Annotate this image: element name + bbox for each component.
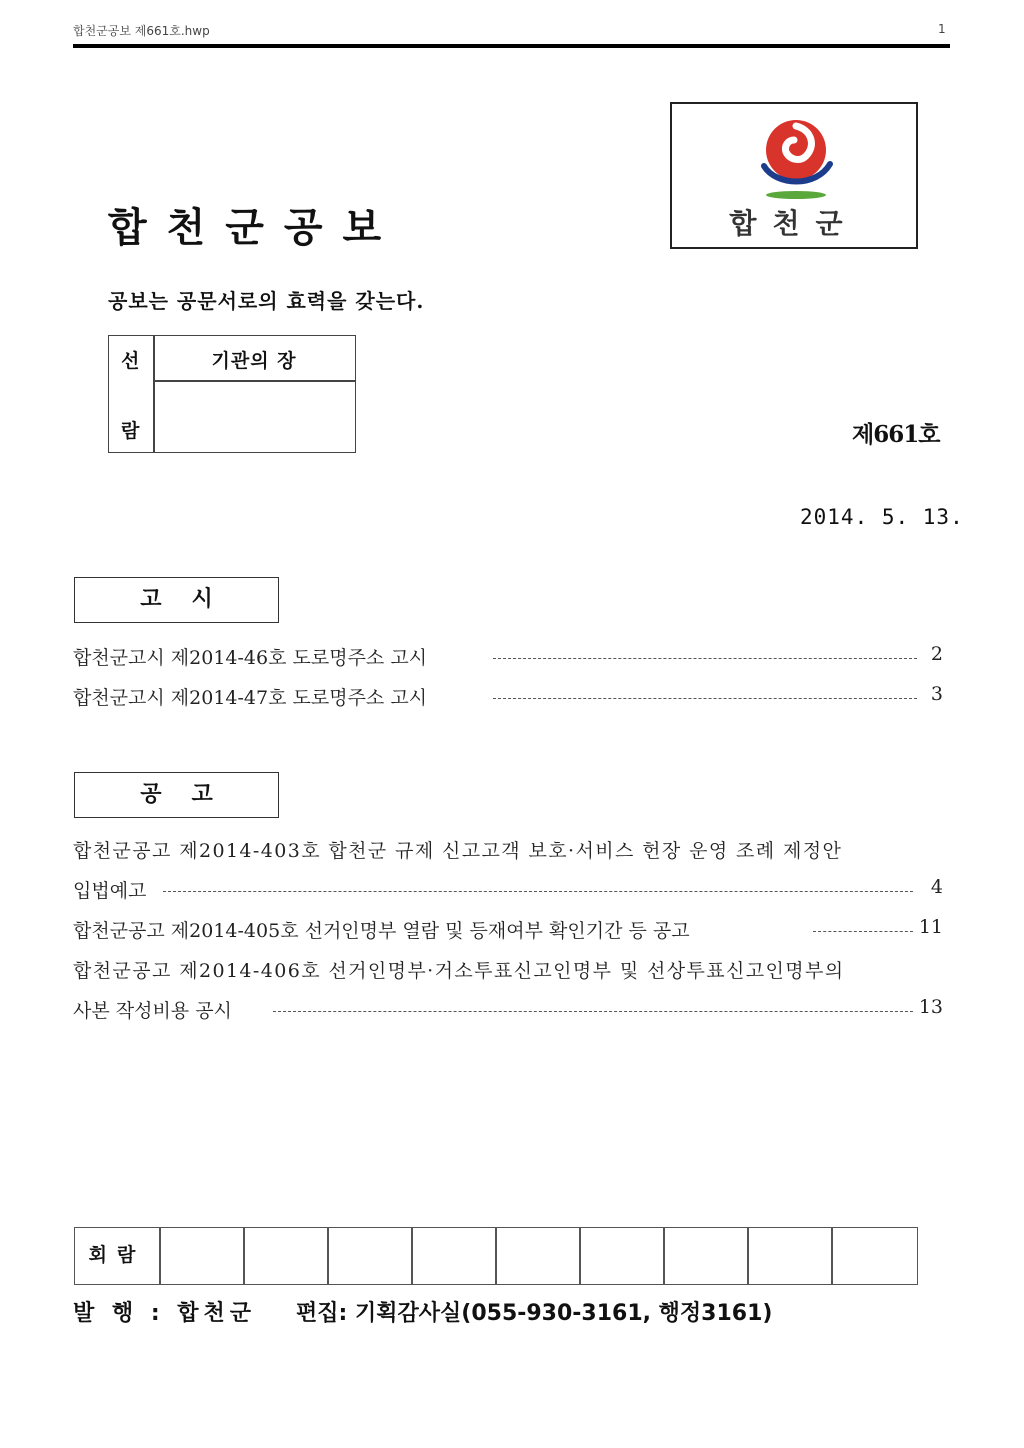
circulation-label: 회람 bbox=[88, 1244, 146, 1266]
toc-item-page: 11 bbox=[913, 916, 943, 938]
toc-item[interactable] bbox=[73, 876, 943, 906]
toc-item-page: 4 bbox=[925, 876, 943, 898]
approval-label-bottom: 람 bbox=[121, 420, 140, 442]
publication-footer bbox=[73, 1296, 772, 1327]
header-page-number: 1 bbox=[938, 22, 946, 36]
toc-leader bbox=[493, 698, 917, 699]
circulation-divider bbox=[159, 1228, 161, 1284]
toc-item[interactable] bbox=[73, 996, 943, 1026]
toc-item-page: 3 bbox=[925, 683, 943, 705]
toc-item-title: 합천군고시 제2014-46호 도로명주소 고시 bbox=[73, 643, 431, 670]
circulation-divider bbox=[831, 1228, 833, 1284]
toc-item-page: 13 bbox=[913, 996, 943, 1018]
issue-number: 제661호 bbox=[852, 421, 940, 448]
toc-item-line1[interactable]: 합천군공고 제2014-406호 선거인명부·거소투표신고인명부 및 선상투표신고인명부의 bbox=[73, 960, 845, 982]
toc-item-line1[interactable]: 합천군공고 제2014-403호 합천군 규제 신고고객 보호·서비스 헌장 운영 조례 제정안 bbox=[73, 840, 843, 862]
approval-box bbox=[108, 335, 356, 453]
approval-label-top: 선 bbox=[121, 350, 140, 372]
approval-head-cell: 기관의 장 bbox=[211, 350, 297, 372]
emblem-green-base bbox=[766, 191, 826, 199]
county-emblem-icon bbox=[756, 116, 836, 202]
section-heading-announcement: 공고 bbox=[74, 772, 279, 818]
header-rule bbox=[73, 44, 950, 48]
toc-item-title: 합천군고시 제2014-47호 도로명주소 고시 bbox=[73, 683, 431, 710]
toc-item[interactable] bbox=[73, 643, 943, 673]
circulation-divider bbox=[663, 1228, 665, 1284]
issue-date: 2014. 5. 13. bbox=[800, 505, 964, 529]
header-filename: 합천군공보 제661호.hwp bbox=[73, 24, 210, 38]
toc-leader bbox=[813, 931, 913, 932]
circulation-divider bbox=[243, 1228, 245, 1284]
approval-divider-horizontal bbox=[153, 380, 355, 382]
toc-item-title: 사본 작성비용 공시 bbox=[73, 996, 236, 1023]
circulation-divider bbox=[747, 1228, 749, 1284]
editor: 편집: 기획감사실(055-930-3161, 행정3161) bbox=[296, 1301, 773, 1326]
section-heading-notice: 고시 bbox=[74, 577, 279, 623]
circulation-box bbox=[74, 1227, 918, 1285]
circulation-divider bbox=[495, 1228, 497, 1284]
circulation-divider bbox=[411, 1228, 413, 1284]
toc-item[interactable] bbox=[73, 916, 943, 946]
subtitle: 공보는 공문서로의 효력을 갖는다. bbox=[108, 289, 425, 313]
publisher: 발 행 : 합천군 bbox=[73, 1301, 257, 1326]
toc-item-title: 합천군공고 제2014-405호 선거인명부 열람 및 등재여부 확인기간 등 공고 bbox=[73, 916, 694, 943]
page-title: 합천군공보 bbox=[108, 205, 402, 251]
toc-leader bbox=[493, 658, 917, 659]
toc-item-title: 입법예고 bbox=[73, 876, 150, 903]
circulation-divider bbox=[327, 1228, 329, 1284]
toc-item[interactable] bbox=[73, 683, 943, 713]
county-logo-box bbox=[670, 102, 918, 249]
logo-text: 합천군 bbox=[729, 207, 859, 240]
toc-leader bbox=[163, 891, 913, 892]
toc-item-page: 2 bbox=[925, 643, 943, 665]
toc-leader bbox=[273, 1011, 913, 1012]
circulation-divider bbox=[579, 1228, 581, 1284]
